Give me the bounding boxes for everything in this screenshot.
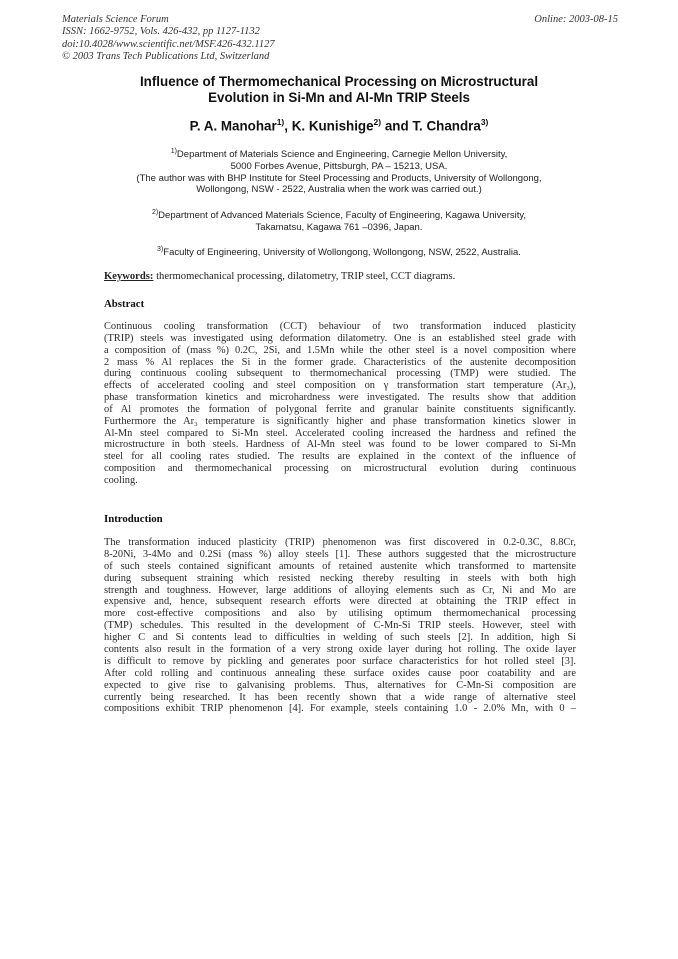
text-line: of such steels contained significant amounts of retained austenite which transformed to martensite [104,560,576,572]
doi-line: doi:10.4028/www.scientific.net/MSF.426-432.1127 [62,38,275,50]
text-line: phase transformation kinetics and microhardness were investigated. The results show that addition [104,392,576,404]
author-kunishige-affiliation: 2) [373,117,382,127]
text-line: of Al promotes the formation of polygonal ferrite and granular bainite constituents significantly. [104,403,576,415]
affiliation-1 [60,146,618,196]
text-line: strength and toughness. However, large additions of alloying elements such as Cr, Ni and Mo are [104,584,576,596]
author-chandra: T. Chandra [412,118,481,134]
keywords-label: Keywords: [104,271,154,282]
journal-name: Materials Science Forum [62,14,169,25]
text-line: (TRIP) steels was investigated using deformation dilatometry. One is an established steel grade with [104,332,576,344]
affiliation-marker: 1) [170,148,177,155]
text-line: After cold rolling and continuous annealing these surface oxides cause poor coatability and are [104,667,576,679]
text-line: contents also result in the formation of a very strong oxide layer during hot rolling. The oxide layer [104,644,576,656]
text-line: is difficult to remove by pickling and generates poor surface characteristics for hot rolled steel [3]. [104,655,576,667]
author-manohar-affiliation: 1) [276,117,285,127]
text-line: compositions exhibit TRIP phenomenon [4]. For example, steels containing 1.0 - 2.0% Mn, with 0 – [104,703,576,715]
online-date: Online: 2003-08-15 [534,14,618,25]
text-line: composition and thermomechanical processing on microstructural evolution during continuous [104,463,576,475]
keywords-text: thermomechanical processing, dilatometry, TRIP steel, CCT diagrams. [153,271,456,282]
affiliation-line: Faculty of Engineering, University of Wollongong, Wollongong, NSW, 2522, Australia. [163,247,521,259]
text-line: (TMP) schedules. This resulted in the development of C-Mn-Si TRIP steels. However, steel with [104,620,576,632]
issn-line: ISSN: 1662-9752, Vols. 426-432, pp 1127-1132 [62,26,260,38]
author-manohar: P. A. Manohar [189,118,277,134]
text-line: more cost-effective compositions and also by utilising optimum thermomechanical processing [104,608,576,620]
affiliation-line: Takamatsu, Kagawa 761 –0396, Japan. [255,221,423,233]
text-line: effects of accelerated cooling and steel composition on γ transformation start temperature (Ar₃), [104,380,576,392]
introduction-heading: Introduction [104,513,163,525]
text-line: Al-Mn steel compared to Si-Mn steel. Accelerated cooling increased the hardness and refined the [104,427,576,439]
affiliation-3 [60,244,618,259]
text-line: higher C and Si contents lead to difficulties in welding of such steels [2]. In addition, high Si [104,632,576,644]
affiliation-line: Wollongong, NSW - 2522, Australia when the work was carried out.) [196,184,482,196]
author-kunishige: K. Kunishige [291,118,374,134]
author-separator: and [381,118,413,134]
text-line: during continuous cooling subsequent to thermomechanical processing (TMP) were studied. The [104,368,576,380]
text-line: a composition of (mass %) 0.2C, 2Si, and 1.5Mn while the other steel is a novel composition where [104,344,576,356]
journal-header [62,14,618,63]
title-line-1: Influence of Thermomechanical Processing on Microstructural [139,74,539,89]
text-line: 2 mass % Al replaces the Si in the former grade. Characteristics of the austenite decomposition [104,356,576,368]
abstract-body [104,321,576,487]
text-line: The transformation induced plasticity (TRIP) phenomenon was first discovered in 0.2-0.3C, 8.8Cr, [104,537,576,548]
abstract-heading: Abstract [104,298,145,310]
keywords [104,271,584,282]
author-list [60,117,618,133]
text-line: steel for all cooling rates studied. The results are explained in the context of the influence of [104,451,576,463]
text-line: cooling. [104,474,138,486]
text-line: currently being researched. It has been recently shown that a wide range of alternative steel [104,691,576,703]
affiliation-marker: 2) [151,209,159,216]
text-line: 8-20Ni, 3-4Mo and 0.2Si (mass %) alloy steels [1]. These authors suggested that the microstructure [104,548,576,560]
affiliation-line: Department of Materials Science and Engineering, Carnegie Mellon University, [176,149,508,161]
affiliation-line: Department of Advanced Materials Science, Faculty of Engineering, Kagawa University, [158,210,527,222]
text-line: microstructure in both steels. Hardness of Al-Mn steel was found to be lower compared to Si-Mn [104,439,576,451]
author-chandra-affiliation: 3) [480,117,489,127]
text-line: during subsequent straining which resisted necking thereby resulting in steels with both high [104,572,576,584]
title-line-2: Evolution in Si-Mn and Al-Mn TRIP Steels [208,90,470,105]
copyright-line: © 2003 Trans Tech Publications Ltd, Switzerland [62,50,270,62]
text-line: expected to give rise to galvanising problems. Thus, alternatives for C-Mn-Si composition are [104,679,576,691]
text-line: expensive and, hence, subsequent research efforts were directed at obtaining the TRIP effect in [104,596,576,608]
text-line: Furthermore the Ar₃ temperature is significantly higher and phase transformation kinetics slower in [104,415,576,427]
text-line: Continuous cooling transformation (CCT) behaviour of two transformation induced plasticity [104,321,576,332]
paper-title [60,74,618,106]
affiliation-marker: 3) [157,246,164,253]
introduction-body [104,537,576,715]
affiliation-line: (The author was with BHP Institute for Steel Processing and Products, University of Wollongong, [136,172,542,184]
affiliation-line: 5000 Forbes Avenue, Pittsburgh, PA – 15213, USA. [230,160,448,172]
affiliation-2 [60,207,618,234]
author-separator: , [284,118,292,134]
